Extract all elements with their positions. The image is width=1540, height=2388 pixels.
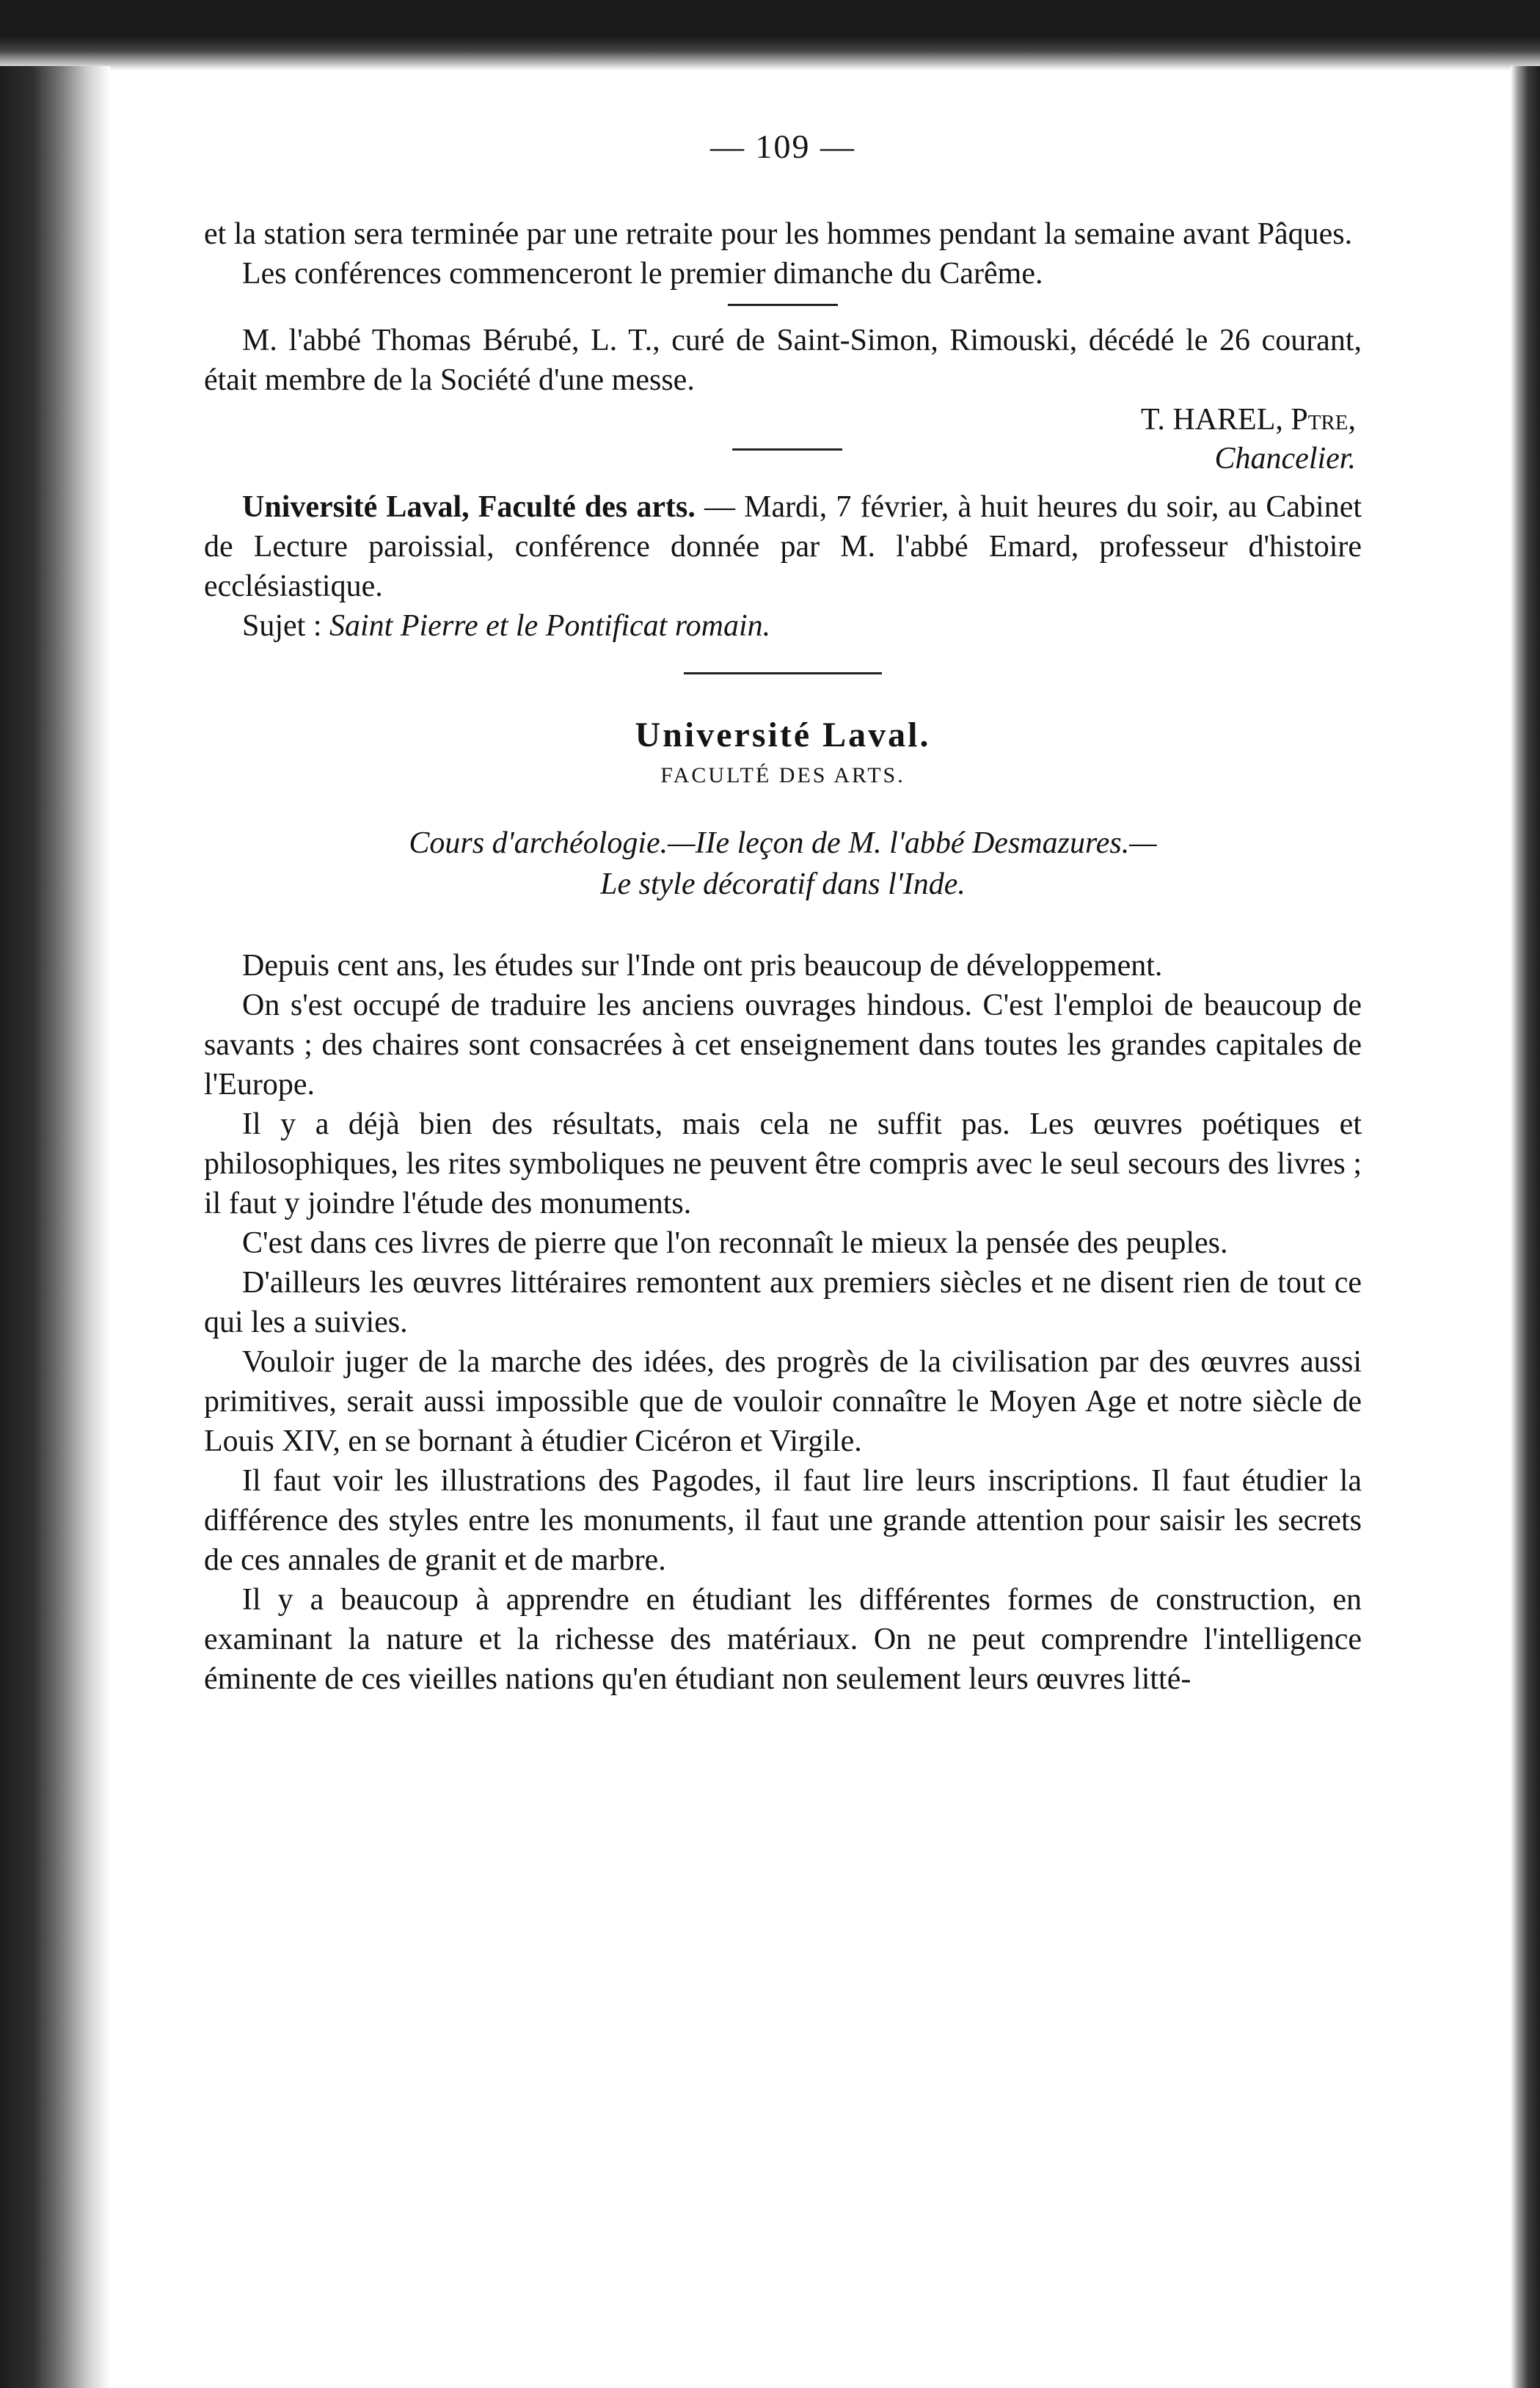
- course-heading: [204, 823, 1362, 905]
- scan-top-border: [0, 0, 1540, 70]
- body-paragraph: Il y a déjà bien des résultats, mais cela ne suffit pas. Les œuvres poétiques et philosophiques, les rites symboliques ne peuvent être compris avec le seul secours des livres ; il faut y joindre l'étude des monuments.: [204, 1107, 1362, 1220]
- lecture-subject: [204, 606, 1362, 646]
- signature-name: T. HAREL,: [1140, 403, 1283, 437]
- signature-line: [204, 400, 1362, 440]
- signature-role: Chancelier.: [1214, 442, 1356, 476]
- intro-paragraph-1: et la station sera terminée par une retraite pour les hommes pendant la semaine avant Pâques.: [204, 217, 1353, 251]
- section-subtitle: FACULTÉ DES ARTS.: [660, 763, 905, 787]
- obituary-notice: M. l'abbé Thomas Bérubé, L. T., curé de Saint-Simon, Rimouski, décédé le 26 courant, était membre de la Société d'une messe.: [204, 324, 1362, 397]
- body-paragraph: On s'est occupé de traduire les anciens ouvrages hindous. C'est l'emploi de beaucoup de savants ; des chaires sont consacrées à cet enseignement dans toutes les grandes capitales de l'Europe.: [204, 989, 1362, 1102]
- scan-right-border: [1511, 66, 1540, 2388]
- body-paragraph: Vouloir juger de la marche des idées, des progrès de la civilisation par des œuvres aussi primitives, serait aussi impossible que de vouloir connaître le Moyen Age et notre siècle de Louis XIV, en se bornant à étudier Cicéron et Virgile.: [204, 1345, 1362, 1458]
- body-paragraph: Il y a beaucoup à apprendre en étudiant les différentes formes de construction, en examinant la nature et la richesse des matériaux. On ne peut comprendre l'intelligence éminente de ces vieilles nations qu'en étudiant non seulement leurs œuvres litté-: [204, 1583, 1362, 1696]
- section-divider: [684, 672, 882, 674]
- page-number: — 109 —: [710, 128, 855, 165]
- body-paragraph: C'est dans ces livres de pierre que l'on reconnaît le mieux la pensée des peuples.: [242, 1226, 1228, 1260]
- page-content: [204, 117, 1362, 1699]
- scan-left-border: [0, 66, 110, 2388]
- body-paragraph: D'ailleurs les œuvres littéraires remontent aux premiers siècles et ne disent rien de tout ce qui les a suivies.: [204, 1266, 1362, 1339]
- lecture-body: — Mardi, 7 février, à huit heures du soir, au Cabinet de Lecture paroissial, conférence donnée par M. l'abbé Emard, professeur d'histoire ecclésiastique.: [204, 490, 1362, 603]
- lecture-subject-label: Sujet :: [242, 609, 322, 643]
- signature-title: Ptre,: [1291, 403, 1356, 437]
- lecture-announcement: [204, 487, 1362, 606]
- lecture-subject-title: Saint Pierre et le Pontificat romain.: [329, 609, 771, 643]
- body-paragraph: Il faut voir les illustrations des Pagodes, il faut lire leurs inscriptions. Il faut étudier la différence des styles entre les monuments, il faut une grande attention pour saisir les secrets de ces annales de granit et de marbre.: [204, 1464, 1362, 1577]
- section-title: Université Laval.: [635, 716, 931, 754]
- course-line-2: Le style décoratif dans l'Inde.: [600, 867, 966, 901]
- body-paragraph: Depuis cent ans, les études sur l'Inde ont pris beaucoup de développement.: [242, 949, 1163, 983]
- lecture-heading: Université Laval, Faculté des arts.: [242, 490, 696, 524]
- intro-paragraph-2: Les conférences commenceront le premier dimanche du Carême.: [242, 257, 1043, 291]
- course-line-1: Cours d'archéologie.—IIe leçon de M. l'abbé Desmazures.—: [409, 826, 1157, 860]
- separator-rule: [728, 304, 838, 306]
